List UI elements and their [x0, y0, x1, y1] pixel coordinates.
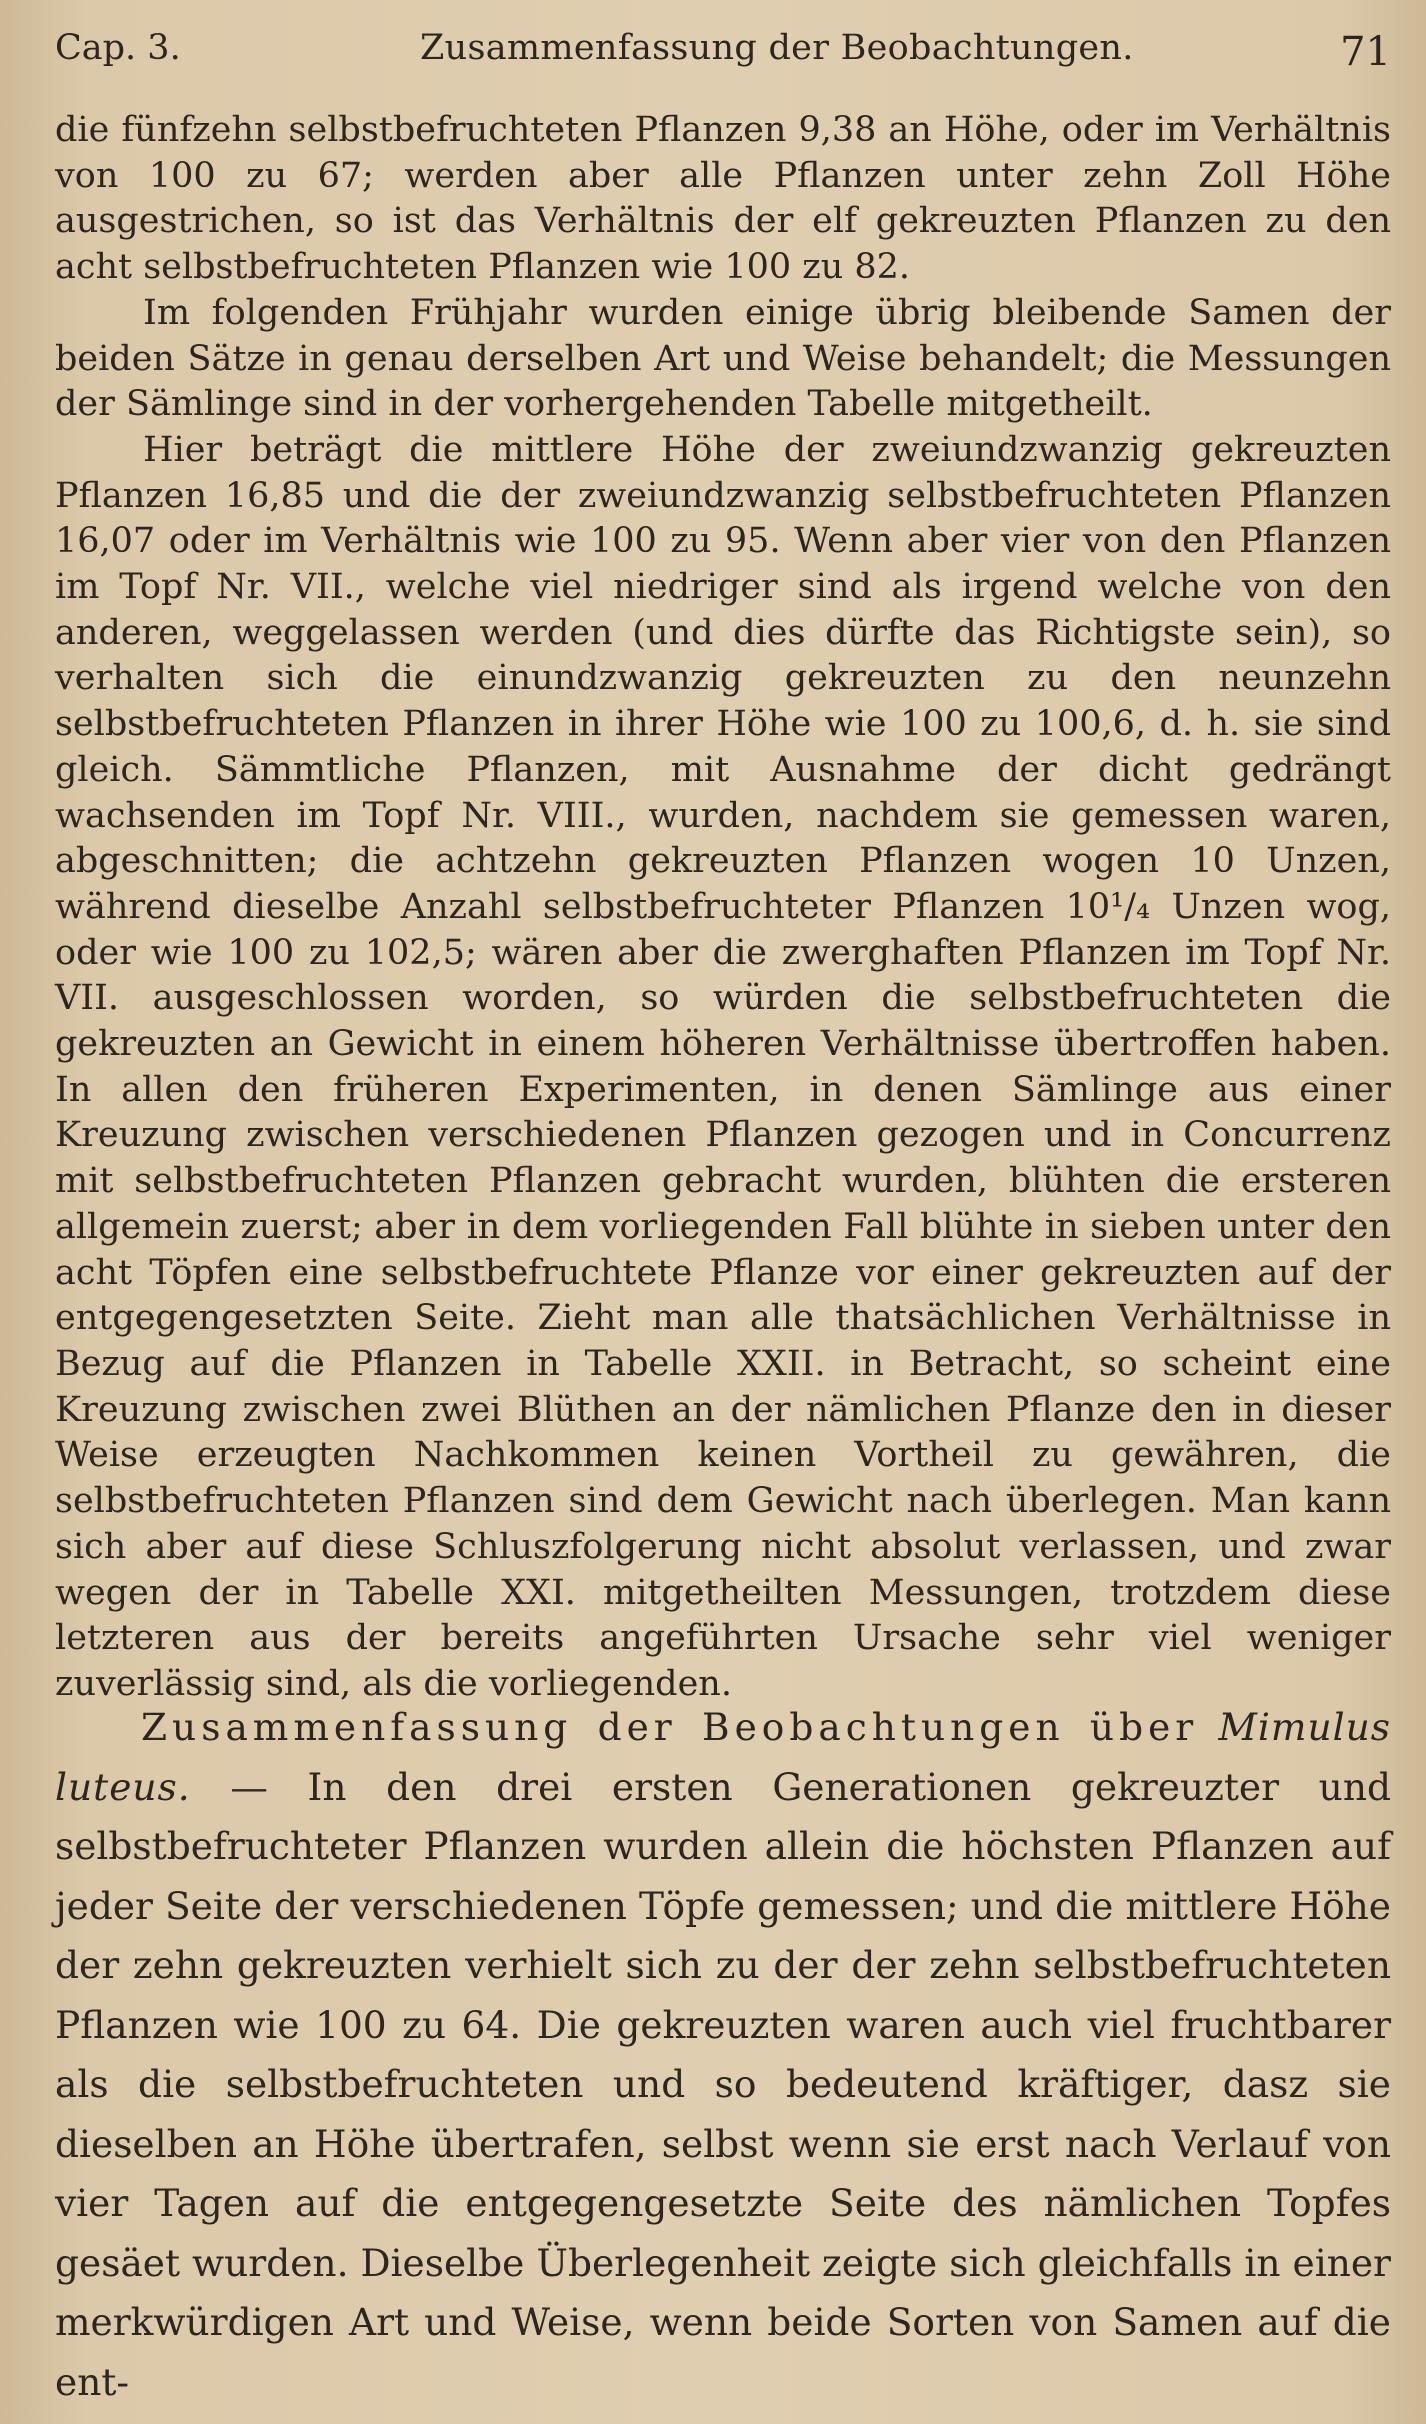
summary-section: [55, 1698, 1391, 2412]
section-heading: Zusammenfassung der Beobachtungen über: [141, 1705, 1199, 1749]
chapter-label: Cap. 3.: [55, 28, 181, 68]
paragraph-measurements: Hier beträgt die mittlere Höhe der zweiundzwanzig gekreuzten Pflanzen 16,85 und die der zweiundzwanzig selbstbefruchteten Pflanzen 16,07 oder im Verhältnis wie 100 zu 95. Wenn aber vier von den Pflanzen im Topf Nr. VII., welche viel niedriger sind als irgend welche von den anderen, weggelassen werden (und dies dürfte das Richtigste sein), so verhalten sich die einundzwanzig gekreuzten zu den neunzehn selbstbefruchteten Pflanzen in ihrer Höhe wie 100 zu 100,6, d. h. sie sind gleich. Sämmtliche Pflanzen, mit Ausnahme der dicht gedrängt wachsenden im Topf Nr. VIII., wurden, nachdem sie gemessen waren, abgeschnitten; die achtzehn gekreuzten Pflanzen wogen 10 Unzen, während dieselbe Anzahl selbstbefruchteter Pflanzen 10¹/₄ Unzen wog, oder wie 100 zu 102,5; wären aber die zwerghaften Pflanzen im Topf Nr. VII. ausgeschlossen worden, so würden die selbstbefruchteten die gekreuzten an Gewicht in einem höheren Verhältnisse übertroffen haben. In allen den früheren Experimenten, in denen Sämlinge aus einer Kreuzung zwischen verschiedenen Pflanzen gezogen und in Concurrenz mit selbstbefruchteten Pflanzen gebracht wurden, blühten die ersteren allgemein zuerst; aber in dem vorliegenden Fall blühte in sieben unter den acht Töpfen eine selbstbefruchtete Pflanze vor einer gekreuzten auf der entgegengesetzten Seite. Zieht man alle thatsächlichen Verhältnisse in Bezug auf die Pflanzen in Tabelle XXII. in Betracht, so scheint eine Kreuzung zwischen zwei Blüthen an der nämlichen Pflanze den in dieser Weise erzeugten Nachkommen keinen Vortheil zu gewähren, die selbstbefruchteten Pflanzen sind dem Gewicht nach überlegen. Man kann sich aber auf diese Schluszfolgerung nicht absolut verlassen, und zwar wegen der in Tabelle XXI. mitgetheilten Messungen, trotzdem diese letzteren aus der bereits angeführten Ursache sehr viel weniger zuverlässig sind, als die vorliegenden.: [55, 429, 1391, 1704]
paragraph-following-spring: Im folgenden Frühjahr wurden einige übrig bleibende Samen der beiden Sätze in genau derselben Art und Weise behandelt; die Messungen der Sämlinge sind in der vorhergehenden Tabelle mitgetheilt.: [55, 292, 1391, 425]
main-text: [55, 108, 1391, 1708]
species-name: Mimulus luteus.: [55, 1705, 1392, 1809]
running-head: [55, 22, 1391, 74]
paragraph-continuation: die fünfzehn selbstbefruchteten Pflanzen 9,38 an Höhe, oder im Verhältnis von 100 zu 67; werden aber alle Pflanzen unter zehn Zoll Höhe ausgestrichen, so ist das Verhältnis der elf gekreuzten Pflanzen zu den acht selbstbefruchteten Pflanzen wie 100 zu 82.: [55, 110, 1391, 288]
summary-text: — In den drei ersten Generationen gekreuzter und selbstbefruchteter Pflanzen wurden allein die höchsten Pflanzen auf jeder Seite der verschiedenen Töpfe gemessen; und die mittlere Höhe der zehn gekreuzten verhielt sich zu der der zehn selbstbefruchteten Pflanzen wie 100 zu 64. Die gekreuzten waren auch viel fruchtbarer als die selbstbefruchteten und so bedeutend kräftiger, dasz sie dieselben an Höhe übertrafen, selbst wenn sie erst nach Verlauf von vier Tagen auf die entgegengesetzte Seite des nämlichen Topfes gesäet wurden. Dieselbe Überlegenheit zeigte sich gleichfalls in einer merkwürdigen Art und Weise, wenn beide Sorten von Samen auf die ent-: [55, 1764, 1391, 2404]
summary-paragraph: [55, 1698, 1391, 2412]
running-title: Zusammenfassung der Beobachtungen.: [420, 28, 1134, 68]
page-number: 71: [1340, 29, 1391, 75]
